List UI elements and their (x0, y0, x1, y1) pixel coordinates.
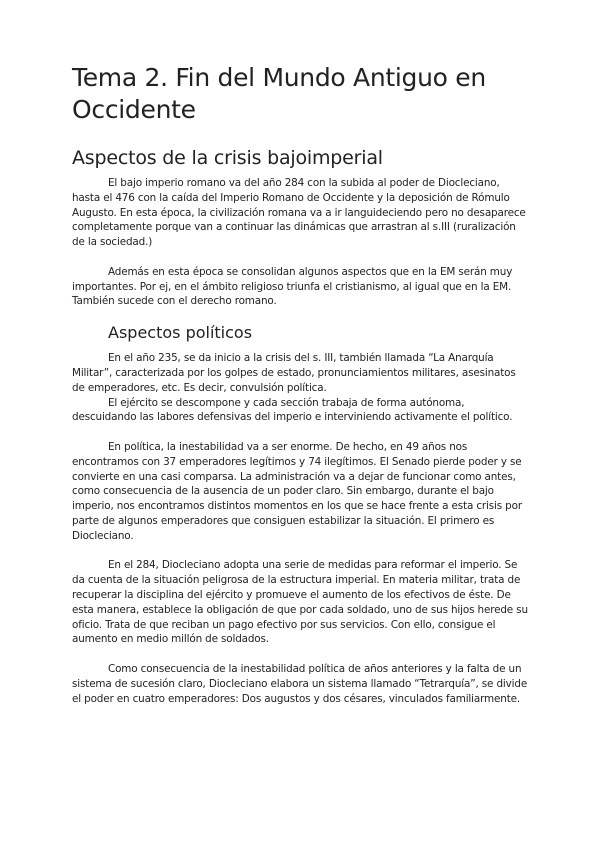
paragraph-gap (72, 647, 530, 662)
paragraph-gap (72, 425, 530, 440)
paragraph: Además en esta época se consolidan algunos aspectos que en la EM serán muy importantes. Por ej, en el ámbito religioso triunfa el cristianismo, al igual que en la EM. También sucede con el derecho romano. (72, 265, 513, 308)
section-heading-crisis: Aspectos de la crisis bajoimperial (72, 147, 383, 169)
paragraph: En política, la inestabilidad va a ser enorme. De hecho, en 49 años nos encontramos con 37 emperadores legítimos y 74 ilegítimos. El Senado pierde poder y se convierte en una casi comparsa. La administración va a dejar de funcionar como antes, como consecuencia de la ausencia de un poder claro. Sin embargo, durante el bajo imperio, nos encontramos distintos momentos en los que se hace frente a esta crisis por parte de algunos emperadores que consiguen estabilizar la situación. El primero es Diocleciano. (72, 440, 522, 542)
paragraph: El ejército se descompone y cada sección trabaja de forma autónoma, descuidando las labores defensivas del imperio e interviniendo activamente el político. (72, 396, 513, 424)
paragraph: Como consecuencia de la inestabilidad política de años anteriores y la falta de un sistema de sucesión claro, Diocleciano elabora un sistema llamado “Tetrarquía”, se divide el poder en cuatro emperadores: Dos augustos y dos césares, vinculados familiarmente. (72, 662, 528, 705)
document-page (72, 62, 530, 706)
document-title: Tema 2. Fin del Mundo Antiguo en Occidente (72, 63, 486, 124)
paragraph: El bajo imperio romano va del año 284 con la subida al poder de Diocleciano, hasta el 476 con la caída del Imperio Romano de Occidente y la deposición de Rómulo Augusto. En esta época, la civilización romana va a ir languideciendo pero no desaparece completamente porque van a continuar las dinámicas que arrastran al s.III (ruralización de la sociedad.) (72, 177, 526, 249)
paragraph-gap (72, 544, 530, 559)
paragraph: En el 284, Diocleciano adopta una serie de medidas para reformar el imperio. Se da cuenta de la situación peligrosa de la estructura imperial. En materia militar, trata de recuperar la disciplina del ejército y promueve el aumento de los efectivos de éste. De esta manera, establece la obligación de que por cada soldado, uno de sus hijos herede su oficio. Trata de que reciban un pago efectivo por sus servicios. Con ello, consigue el aumento en medio millón de soldados. (72, 559, 528, 646)
paragraph: En el año 235, se da inicio a la crisis del s. III, también llamada “La Anarquía Militar”, caracterizada por los golpes de estado, pronunciamientos militares, asesinatos de emperadores, etc. Es decir, convulsión política. (72, 352, 516, 394)
subsection-heading-politicos: Aspectos políticos (108, 323, 253, 343)
paragraph-gap (72, 250, 530, 265)
